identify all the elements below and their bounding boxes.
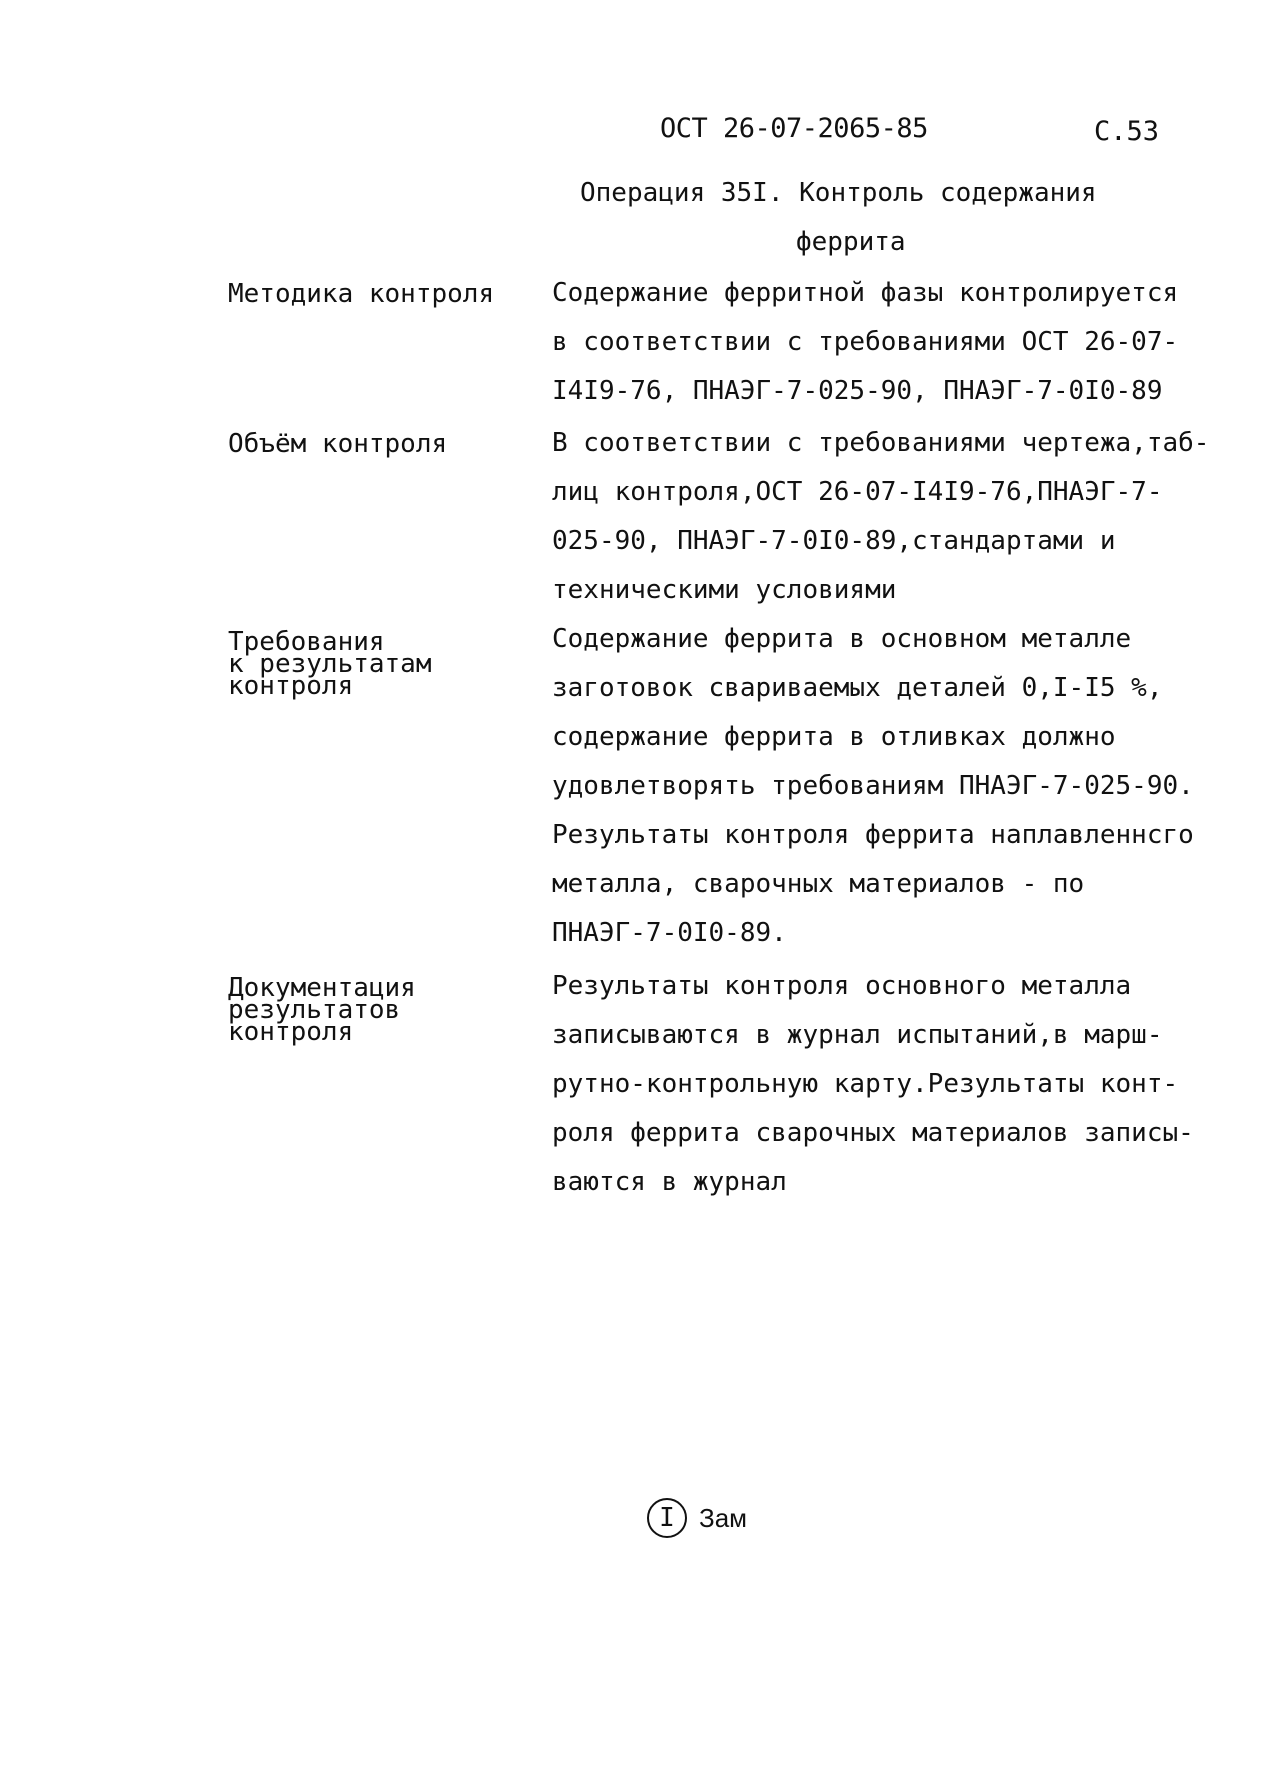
text-line: Содержание феррита в основном металле [552, 624, 1132, 654]
text-line: Содержание ферритной фазы контролируется [552, 278, 1179, 308]
row-label-line: Документация [228, 973, 416, 1003]
text-line: записываются в журнал испытаний,в марш- [552, 1020, 1163, 1050]
text-line: роля феррита сварочных материалов записы- [552, 1118, 1194, 1148]
row-label-requirements [228, 627, 432, 701]
text-line: Результаты контроля феррита наплавленнсго [552, 820, 1194, 850]
change-label: Зам [699, 1502, 748, 1533]
row-label-scope [228, 429, 448, 459]
row-label-line: Объём контроля [228, 429, 448, 459]
text-line: в соответствии с требованиями ОСТ 26-07- [552, 327, 1179, 357]
row-text-documentation [552, 968, 1212, 1213]
text-line: техническими условиями [552, 575, 897, 605]
text-line: ваются в журнал [552, 1167, 787, 1197]
text-line: металла, сварочных материалов - по [552, 869, 1085, 899]
page-number: С.53 [1094, 116, 1160, 147]
row-label-line: Требования [228, 627, 385, 657]
text-line: лиц контроля,ОСТ 26-07-I4I9-76,ПНАЭГ-7- [552, 477, 1163, 507]
text-line: удовлетворять требованиям ПНАЭГ-7-025-90. [552, 771, 1194, 801]
row-text-scope [552, 425, 1212, 621]
document-code: ОСТ 26-07-2065-85 [660, 113, 928, 144]
text-line: содержание феррита в отливках должно [552, 722, 1116, 752]
row-label-method [228, 279, 495, 309]
row-label-line: контроля [228, 1017, 354, 1047]
row-label-line: Методика контроля [228, 279, 495, 309]
operation-heading-continuation: феррита [796, 227, 906, 257]
operation-heading: Операция 35I. Контроль содержания [580, 178, 1097, 208]
row-text-requirements [552, 621, 1212, 964]
text-line: В соответствии с требованиями чертежа,таб- [552, 428, 1210, 458]
row-label-documentation [228, 973, 416, 1047]
text-line: 025-90, ПНАЭГ-7-0I0-89,стандартами и [552, 526, 1116, 556]
row-text-method [552, 275, 1212, 422]
change-number-circle: I [647, 1498, 687, 1538]
row-label-line: контроля [228, 671, 354, 701]
text-line: заготовок свариваемых деталей 0,I-I5 %, [552, 673, 1163, 703]
text-line: рутно-контрольную карту.Результаты конт- [552, 1069, 1179, 1099]
text-line: ПНАЭГ-7-0I0-89. [552, 918, 787, 948]
change-mark [647, 1498, 747, 1538]
text-line: I4I9-76, ПНАЭГ-7-025-90, ПНАЭГ-7-0I0-89 [552, 376, 1163, 406]
row-label-line: к результатам [228, 649, 432, 679]
text-line: Результаты контроля основного металла [552, 971, 1132, 1001]
row-label-line: результатов [228, 995, 401, 1025]
